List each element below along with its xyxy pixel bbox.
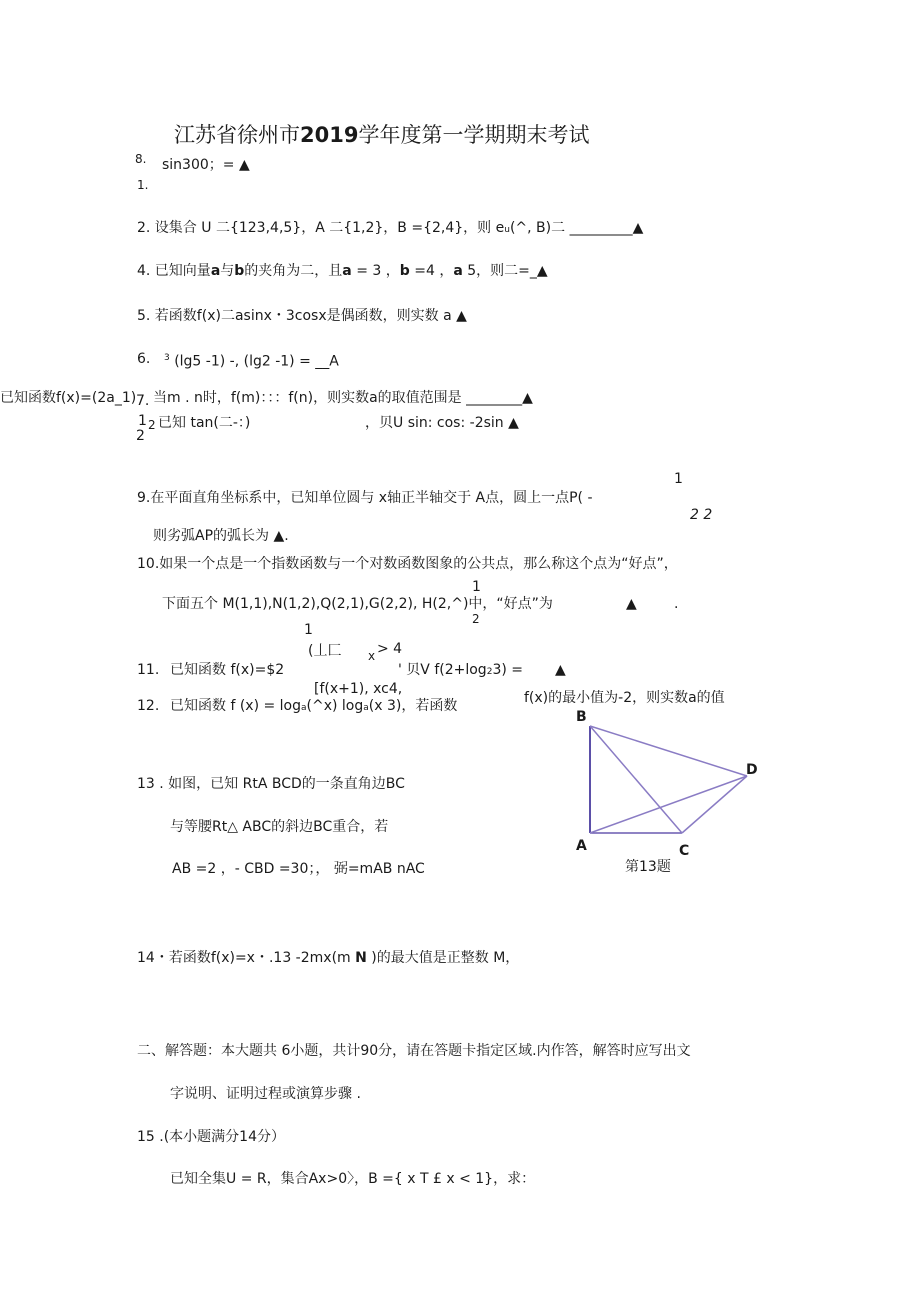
fig-label-b: B bbox=[576, 709, 587, 725]
q4-part: 与 bbox=[220, 263, 235, 279]
edge-cd bbox=[682, 776, 747, 833]
q4-vector-a: a bbox=[342, 263, 352, 279]
q4-vector-a: a bbox=[453, 263, 463, 279]
q11-top-main: (丄匚 bbox=[308, 643, 342, 659]
q12-text bbox=[170, 698, 457, 716]
q10-two: 2 bbox=[472, 612, 480, 626]
fig-label-d: D bbox=[746, 762, 758, 778]
q8-text: sin300；= ▲ bbox=[162, 157, 250, 173]
q12-sub: a bbox=[363, 703, 369, 713]
q12-sub: a bbox=[301, 703, 307, 713]
q6-number: 6. bbox=[137, 351, 151, 367]
q1-number: 1. bbox=[137, 178, 149, 192]
q12-main: 已知函数 f (x) = log bbox=[170, 698, 302, 714]
q15-text: 已知全集U = R，集合Ax>0〉，B ={ x T £ x < 1}，求： bbox=[170, 1171, 536, 1187]
q11-number: 11. bbox=[137, 662, 160, 678]
section2-line2: 字说明、证明过程或演算步骤 . bbox=[170, 1086, 361, 1102]
q10-line1: 10.如果一个点是一个指数函数与一个对数函数图象的公共点，那么称这个点为“好点”， bbox=[137, 556, 678, 572]
q4-part: =4 ， bbox=[409, 263, 454, 279]
edge-bd bbox=[590, 726, 747, 776]
q13-line3: AB =2 ，- CBD =30；， 弼=mAB nAC bbox=[172, 861, 425, 877]
section2-line1: 二、解答题：本大题共 6小题，共计90分，请在答题卡指定区域.内作答，解答时应写出文 bbox=[137, 1043, 691, 1059]
q12-mid: (^x) log bbox=[306, 698, 364, 714]
q13-line1: 13 . 如图，已知 RtA BCD的一条直角边BC bbox=[137, 776, 405, 792]
q11-right bbox=[398, 662, 523, 680]
q11-top-right: > 4 bbox=[377, 641, 403, 657]
q6-body: (lg5 -1) -, (lg2 -1) = __A bbox=[174, 353, 339, 370]
q7b-right: ，贝U sin: cos: -2sin ▲ bbox=[365, 415, 519, 431]
q14-a: 14・若函数f(x)=x・.13 -2mx(m bbox=[137, 950, 356, 966]
q4-part: 4. 已知向量 bbox=[137, 263, 211, 279]
q14-text bbox=[137, 950, 519, 966]
q10-dot: . bbox=[674, 596, 679, 612]
q10-line2: 下面五个 M(1,1),N(1,2),Q(2,1),G(2,2), H(2,^)中，“好点”为 bbox=[162, 596, 553, 612]
q9-frac: 2 2 bbox=[690, 507, 713, 523]
q2-text bbox=[137, 220, 643, 238]
q11-right-tail: 3) = bbox=[492, 662, 523, 678]
q4-part: 5，则二=_▲ bbox=[462, 263, 548, 279]
q11-top-x: x bbox=[368, 649, 376, 663]
q4-part: = 3 ， bbox=[351, 263, 400, 279]
q10-triangle: ▲ bbox=[626, 596, 637, 612]
q11-top-one: 1 bbox=[304, 622, 313, 638]
q15-heading: 15 .(本小题满分14分） bbox=[137, 1129, 285, 1145]
q12-tail: (x 3)，若函数 bbox=[368, 698, 458, 714]
title-part2: 学年度第一学期期末考试 bbox=[358, 123, 590, 147]
q4-text bbox=[137, 263, 548, 279]
edge-ad bbox=[590, 776, 747, 833]
q11-text: 已知函数 f(x)=$2 bbox=[170, 662, 285, 678]
q6-sup: 3 bbox=[164, 353, 170, 363]
q7-number: 7. bbox=[136, 393, 150, 409]
page-title bbox=[174, 123, 589, 147]
q7b-one: 1 bbox=[138, 413, 147, 429]
q11-top bbox=[308, 643, 341, 659]
q14-b: N bbox=[355, 950, 367, 966]
q4-vector-b: b bbox=[234, 263, 245, 279]
q7-left-text: 已知函数f(x)=(2a_1) bbox=[0, 390, 137, 406]
q7b-sub: 2 bbox=[148, 418, 156, 432]
q6-text bbox=[164, 350, 339, 370]
q12-number: 12. bbox=[137, 698, 160, 714]
q9-one: 1 bbox=[674, 471, 683, 487]
q10-one: 1 bbox=[472, 579, 481, 595]
q11-right-sub: 2 bbox=[486, 667, 493, 677]
title-year: 2019 bbox=[300, 123, 359, 147]
q11-bottom: [f(x+1), xc4, bbox=[314, 681, 403, 697]
q9-text: 9.在平面直角坐标系中，已知单位圆与 x轴正半轴交于 A点，圆上一点P( - bbox=[137, 490, 593, 506]
q7b-two: 2 bbox=[136, 428, 145, 444]
fig-label-a: A bbox=[576, 838, 587, 854]
fig-caption: 第13题 bbox=[625, 859, 671, 875]
q4-vector-a: a bbox=[210, 263, 221, 279]
q7b-text: 已知 tan(二-：) bbox=[158, 415, 251, 431]
q11-triangle: ▲ bbox=[555, 662, 566, 678]
q4-vector-b: b bbox=[399, 263, 410, 279]
q7-text: 当m . n时，f(m)：：：f(n)，则实数a的取值范围是 ________▲ bbox=[153, 390, 533, 406]
q2-sub: u bbox=[504, 225, 510, 235]
q5-text: 5. 若函数f(x)二asinx・3cosx是偶函数，则实数 a ▲ bbox=[137, 308, 467, 324]
q2-tail: (^, B)二 _________▲ bbox=[509, 220, 644, 236]
q11-right-main: ' 贝V f(2+log bbox=[398, 662, 487, 678]
q9-line2: 则劣弧AP的弧长为 ▲. bbox=[153, 528, 289, 544]
q2-main: 2. 设集合 U 二{123,4,5}，A 二{1,2}，B ={2,4}，则 e bbox=[137, 220, 505, 236]
figure-13 bbox=[570, 708, 770, 873]
q12-right: f(x)的最小值为-2，则实数a的值 bbox=[524, 690, 725, 706]
fig-label-c: C bbox=[679, 843, 690, 859]
q8-number: 8. bbox=[135, 152, 147, 166]
q13-line2: 与等腰Rt△ ABC的斜边BC重合，若 bbox=[170, 819, 389, 835]
q4-part: 的夹角为二，且 bbox=[244, 263, 343, 279]
q14-c: )的最大值是正整数 M， bbox=[366, 950, 520, 966]
title-part1: 江苏省徐州市 bbox=[174, 123, 300, 147]
